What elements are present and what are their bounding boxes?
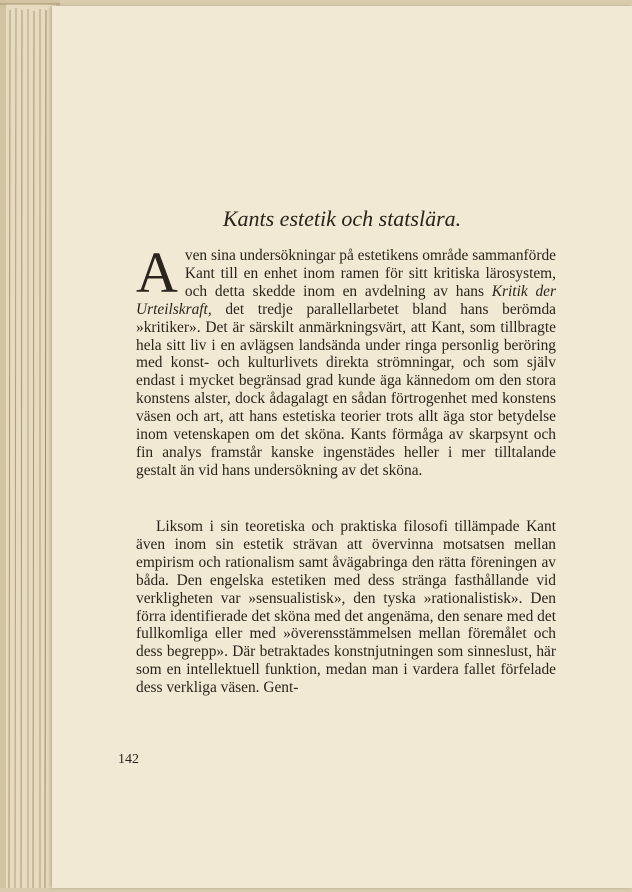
page-edges-graphic	[0, 0, 60, 888]
paragraph-2: Liksom i sin teoretiska och praktiska filosofi tillämpade Kant även inom sin estetik strävan att övervinna motsatsen mellan empirism och rationalism samt åvägabringa den rätta föreningen av båda. Den engelska estetiken med dess stränga fasthållande vid verkligheten var »sensualistisk», den tyska »rationalistisk». Den förra identifierade det sköna med det angenäma, den senare med det fullkomliga eller med »överensstämmelsen mellan föremålet och dess begrepp». Där betraktades konstnjutningen som sinneslust, här som en intellektuell funktion, medan man i vardera fallet förfelade dess verkliga väsen. Gent-	[136, 518, 556, 697]
page-number: 142	[118, 752, 139, 767]
drop-cap: A	[136, 240, 178, 305]
paragraph-1-text-a: ven sina undersökningar på estetikens område sammanförde Kant till en enhet inom ramen för sitt kritiska lärosystem, och detta skedde inom en avdelning av hans	[184, 247, 556, 300]
page-stack-edges	[0, 0, 60, 888]
chapter-title: Kants estetik och statslära.	[222, 206, 462, 231]
paragraph-1	[136, 240, 556, 480]
paragraph-1-text-b: det tredje parallellarbetet bland hans berömda »kritiker». Det är särskilt anmärkningsvärt, att Kant, som tillbragte hela sitt liv i en avlägsen landsända under ringa personlig beröring med konst- och kulturlivets direkta strömningar, och som själv endast i mycket begränsad grad kunde äga kännedom om den stora konstens alster, dock ådagalagt en sådan förtrogenhet med konstens väsen och art, att hans estetiska teorier trots allt äga stor betydelse inom vetenskapen om det sköna. Kants förmåga av skarpsynt och fin analys framstår kanske ingenstädes heller i mer tilltalande gestalt än vid hans undersökning av det sköna.	[136, 300, 556, 479]
book-title-italic: Kritik der Urteilskraft,	[136, 282, 556, 318]
